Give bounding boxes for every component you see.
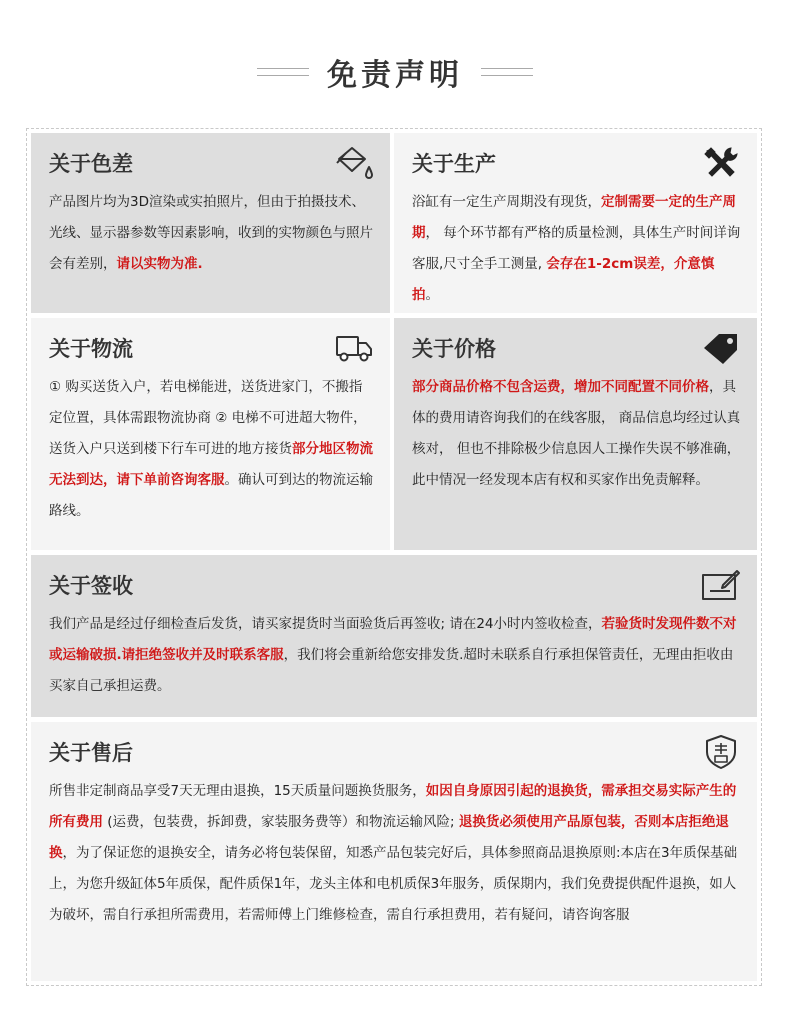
signature-icon <box>701 567 741 603</box>
section-sign-for <box>31 555 757 717</box>
section-title: 关于签收 <box>49 574 133 598</box>
section-text: 所售非定制商品享受7天无理由退换，15天质量问题换货服务，如因自身原因引起的退换货，需承担交易实际产生的所有费用 (运费，包装费，拆卸费，家装服务费等）和物流运输风险; 退换货必须使用产品原包装，否则本店拒绝退换，为了保证您的退换安全，请务必将包装保留，知悉产品包装完好后，具体参照商品退换原则:本店在3年质保基础上，为您升级缸体5年质保，配件质保1年，龙头主体和电机质保3年服务，质保期内，我们免费提供配件退换，如人为破坏，需自行承担所需费用，若需师傅上门维修检查，需自行承担费用，若有疑问，请咨询客服 <box>49 783 738 923</box>
section-title: 关于售后 <box>49 741 133 765</box>
after-sale-shield-icon <box>701 734 741 770</box>
title-right-line <box>481 68 533 76</box>
page-header <box>0 42 790 102</box>
section-text: ① 购买送货入户，若电梯能进，送货进家门，不搬指定位置，具体需跟物流协商 ② 电梯不可进超大物件，送货入户只送到楼下行车可进的地方接货部分地区物流无法到达，请下单前咨询客服。确认可到达的物流运输路线。 <box>49 379 373 519</box>
section-after-sales <box>31 722 757 981</box>
section-text: 浴缸有一定生产周期没有现货，定制需要一定的生产周期， 每个环节都有严格的质量检测，具体生产时间详询客服,尺寸全手工测量, 会存在1-2cm误差，介意慎拍。 <box>412 194 741 303</box>
section-title: 关于价格 <box>412 337 496 361</box>
section-title: 关于物流 <box>49 337 133 361</box>
section-logistics <box>31 318 390 550</box>
section-color-difference <box>31 133 390 313</box>
title-left-line <box>257 68 309 76</box>
section-text: 我们产品是经过仔细检查后发货，请买家提货时当面验货后再签收; 请在24小时内签收检查，若验货时发现件数不对或运输破损.请拒绝签收并及时联系客服，我们将会重新给您安排发货.超时未联系自行承担保管责任，无理由拒收由买家自己承担运费。 <box>49 616 737 694</box>
section-title: 关于生产 <box>412 152 496 176</box>
section-title: 关于色差 <box>49 152 133 176</box>
tools-icon <box>701 145 741 181</box>
section-text: 产品图片均为3D渲染或实拍照片，但由于拍摄技术、光线、显示器参数等因素影响，收到的实物颜色与照片会有差别，请以实物为准. <box>49 194 373 272</box>
price-tag-icon <box>701 330 741 366</box>
section-price <box>394 318 757 550</box>
truck-icon <box>334 330 374 366</box>
section-text: 部分商品价格不包含运费，增加不同配置不同价格，具体的费用请咨询我们的在线客服， 商品信息均经过认真核对， 但也不排除极少信息因人工操作失误不够准确，此中情况一经发现本店有权和买家作出免责解释。 <box>412 379 741 488</box>
section-production <box>394 133 757 313</box>
page-title: 免责声明 <box>327 58 463 93</box>
paint-bucket-icon <box>334 145 374 181</box>
